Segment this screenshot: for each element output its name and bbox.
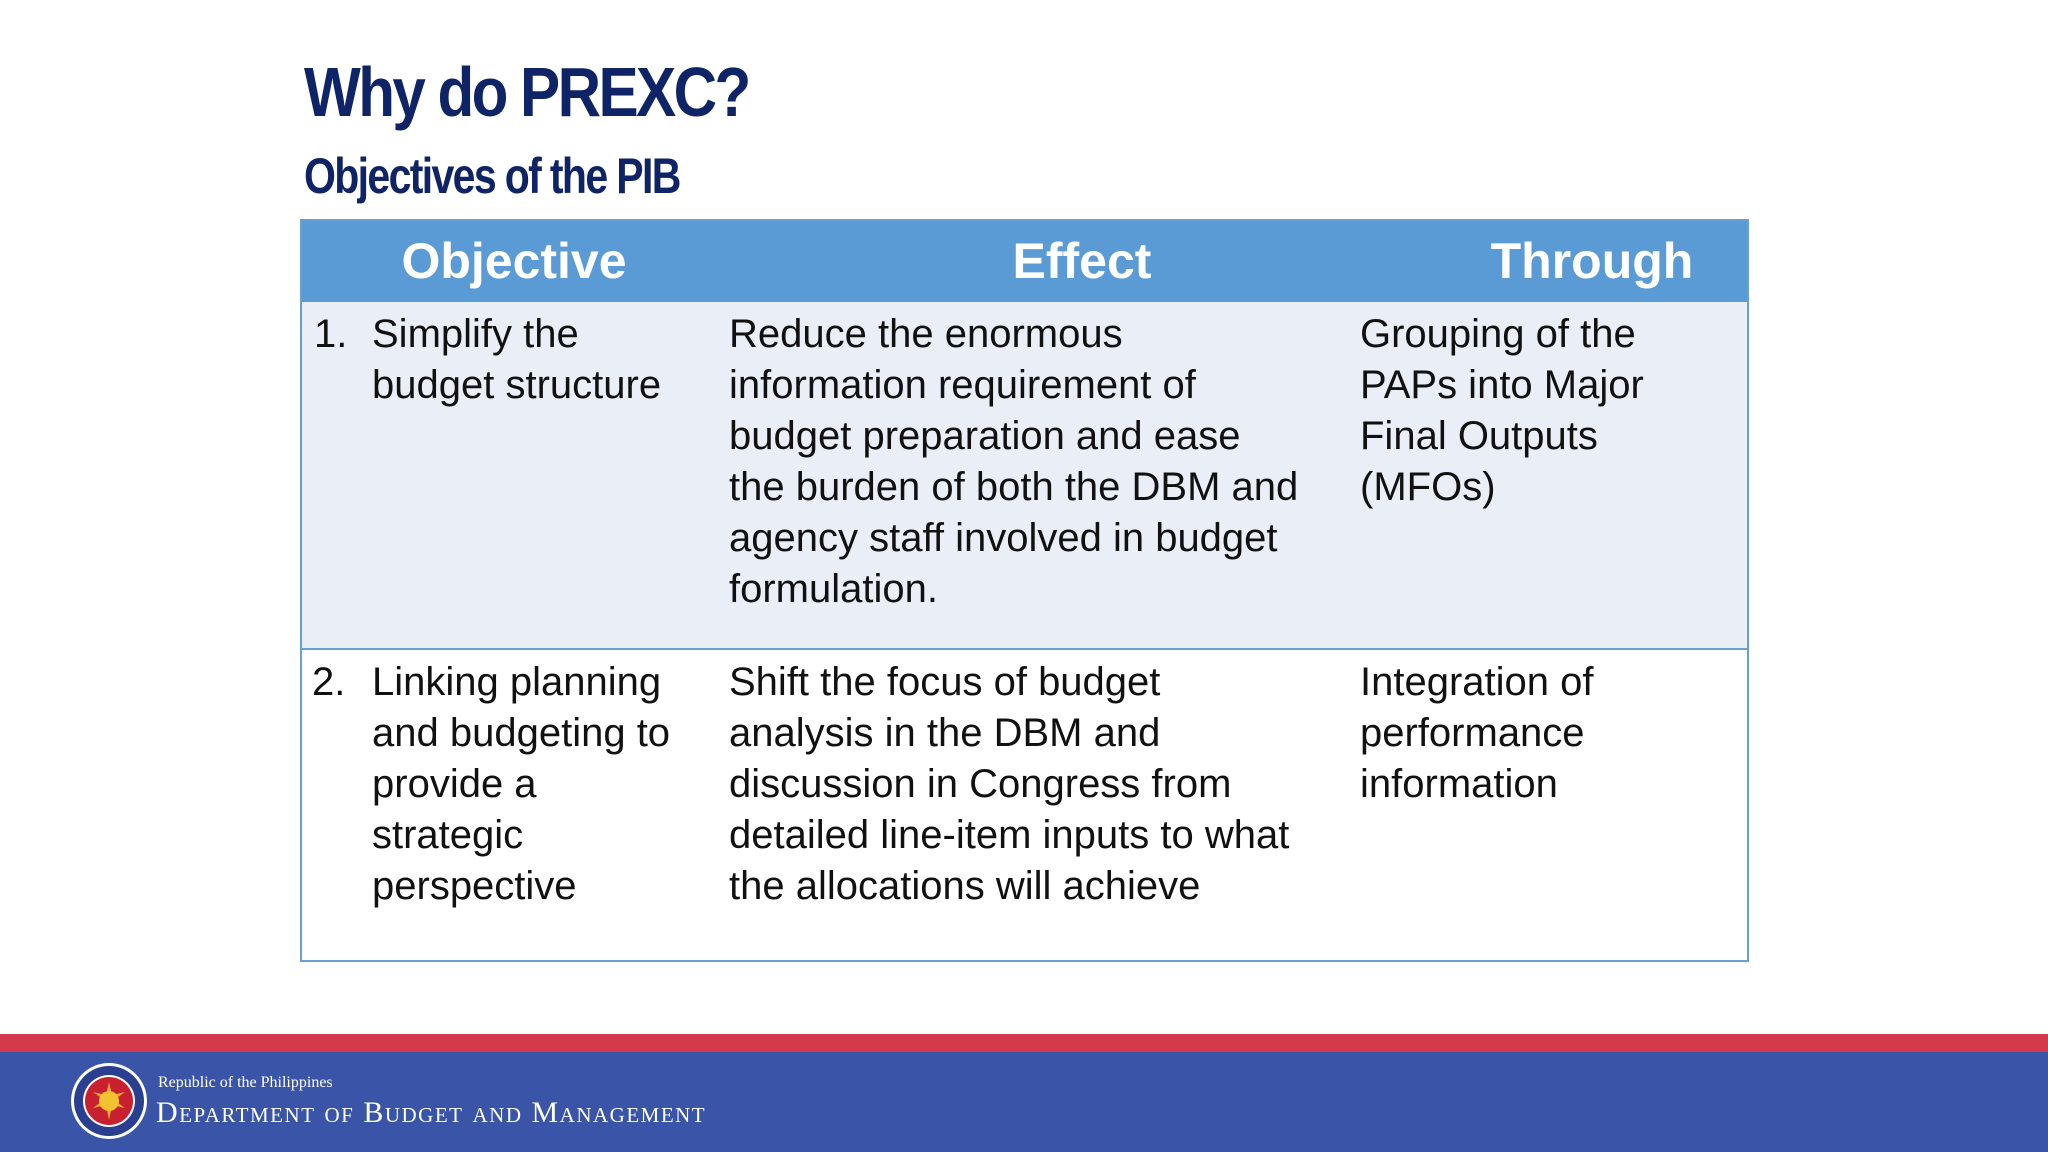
cell-line: formulation. <box>729 567 938 611</box>
header-effect: Effect <box>1012 233 1152 289</box>
row-number: 1. <box>314 312 348 356</box>
slide-subtitle: Objectives of the PIB <box>304 148 680 204</box>
dbm-seal-icon <box>70 1062 148 1140</box>
cell-line: analysis in the DBM and <box>729 711 1161 755</box>
effect-cell <box>729 309 1349 615</box>
cell-line: Simplify the <box>372 312 579 356</box>
objective-cell <box>372 657 722 912</box>
cell-line: performance <box>1360 711 1585 755</box>
cell-line: budget preparation and ease <box>729 414 1241 458</box>
cell-line: detailed line-item inputs to what <box>729 813 1290 857</box>
effect-cell <box>729 657 1349 912</box>
cell-line: perspective <box>372 864 577 908</box>
table-row <box>302 650 1747 960</box>
cell-line: provide a <box>372 762 537 806</box>
header-objective: Objective <box>401 233 627 289</box>
cell-line: information requirement of <box>729 363 1196 407</box>
cell-line: the burden of both the DBM and <box>729 465 1299 509</box>
cell-line: the allocations will achieve <box>729 864 1201 908</box>
cell-line: Integration of <box>1360 660 1594 704</box>
cell-line: Final Outputs <box>1360 414 1598 458</box>
cell-line: information <box>1360 762 1558 806</box>
cell-line: Grouping of the <box>1360 312 1636 356</box>
slide-title: Why do PREXC? <box>304 53 749 131</box>
cell-line: PAPs into Major <box>1360 363 1644 407</box>
through-cell <box>1360 309 1740 513</box>
objective-cell <box>372 309 712 411</box>
table-row <box>302 302 1747 650</box>
cell-line: and budgeting to <box>372 711 671 755</box>
footer-red-stripe <box>0 1034 2048 1052</box>
table-header <box>302 221 1747 302</box>
cell-line: Shift the focus of budget <box>729 660 1161 704</box>
through-cell <box>1360 657 1740 810</box>
cell-line: agency staff involved in budget <box>729 516 1278 560</box>
objectives-table <box>300 219 1749 962</box>
cell-line: discussion in Congress from <box>729 762 1232 806</box>
cell-line: (MFOs) <box>1360 465 1496 509</box>
header-through: Through <box>1490 233 1694 289</box>
cell-line: Linking planning <box>372 660 662 704</box>
cell-line: Reduce the enormous <box>729 312 1123 356</box>
footer-republic: Republic of the Philippines <box>158 1074 333 1091</box>
footer-department: Department of Budget and Management <box>156 1096 707 1129</box>
cell-line: budget structure <box>372 363 662 407</box>
row-number: 2. <box>312 660 346 704</box>
cell-line: strategic <box>372 813 524 857</box>
